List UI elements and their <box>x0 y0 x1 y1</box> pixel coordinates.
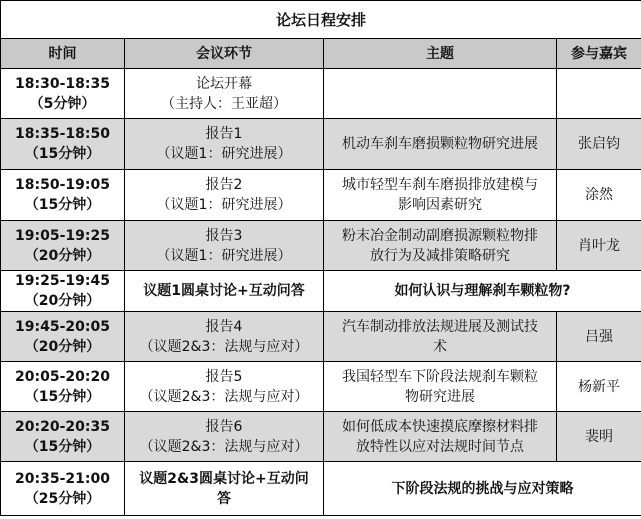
time-range: 18:50-19:05 <box>15 177 110 193</box>
session-cell <box>125 170 324 221</box>
time-range: 20:35-21:00 <box>15 470 110 487</box>
session-sub: （主持人：王亚超） <box>161 95 287 112</box>
table-row <box>1 271 641 312</box>
guest-cell: 涂然 <box>557 170 641 221</box>
duration: （15分钟） <box>24 438 101 455</box>
session-sub: （议题1：研究进展） <box>156 146 292 162</box>
table-row <box>1 362 641 412</box>
session-name: 报告6 <box>205 418 243 435</box>
time-range: 20:20-20:35 <box>15 418 110 435</box>
time-cell <box>1 170 125 221</box>
guest-cell: 裴明 <box>557 412 641 462</box>
time-cell <box>1 312 125 362</box>
header-topic: 主题 <box>324 39 557 69</box>
topic-cell: 如何认识与理解刹车颗粒物? <box>324 271 641 312</box>
session-sub: （议题1：研究进展） <box>156 247 292 264</box>
session-name: 报告2 <box>205 177 243 193</box>
duration: （20分钟） <box>24 338 101 355</box>
session-cell <box>125 69 324 119</box>
table-row <box>1 412 641 462</box>
session-cell <box>125 412 324 462</box>
title-row <box>1 1 641 39</box>
time-cell <box>1 412 125 462</box>
header-guest: 参与嘉宾 <box>557 39 641 69</box>
topic-cell <box>324 69 557 119</box>
guest-cell <box>557 69 641 119</box>
session-name: 报告1 <box>205 126 243 142</box>
guest-cell: 肖叶龙 <box>557 221 641 271</box>
topic-cell: 粉末冶金制动副磨损源颗粒物排放行为及减排策略研究 <box>324 221 557 271</box>
time-range: 19:45-20:05 <box>15 318 110 335</box>
session-cell <box>125 362 324 412</box>
session-sub: （议题2&3：法规与应对） <box>139 438 309 455</box>
header-session: 会议环节 <box>125 39 324 69</box>
session-cell <box>125 119 324 170</box>
session-name: 报告5 <box>205 368 243 385</box>
duration: （15分钟） <box>24 388 101 405</box>
topic-cell: 机动车刹车磨损颗粒物研究进展 <box>324 119 557 170</box>
session-name: 议题1圆桌讨论+互动问答 <box>143 283 305 299</box>
time-range: 20:05-20:20 <box>15 368 110 385</box>
duration: （15分钟） <box>24 197 101 213</box>
time-cell <box>1 362 125 412</box>
time-cell <box>1 271 125 312</box>
session-cell <box>125 312 324 362</box>
session-name: 论坛开幕 <box>196 75 252 92</box>
session-name: 报告4 <box>205 318 243 335</box>
table-row <box>1 312 641 362</box>
table-row <box>1 69 641 119</box>
time-range: 19:25-19:45 <box>15 273 110 289</box>
topic-cell: 如何低成本快速摸底摩擦材料排放特性以应对法规时间节点 <box>324 412 557 462</box>
time-cell <box>1 119 125 170</box>
duration: （20分钟） <box>24 293 101 309</box>
guest-cell: 吕强 <box>557 312 641 362</box>
session-sub: （议题2&3：法规与应对） <box>139 338 309 355</box>
table-row <box>1 170 641 221</box>
topic-cell: 下阶段法规的挑战与应对策略 <box>324 462 641 516</box>
time-range: 18:30-18:35 <box>15 75 110 92</box>
session-cell <box>125 221 324 271</box>
duration: （5分钟） <box>29 95 96 112</box>
session-cell <box>125 271 324 312</box>
session-name: 议题2&3圆桌讨论+互动问答 <box>139 470 309 507</box>
table-row <box>1 221 641 271</box>
topic-cell: 汽车制动排放法规进展及测试技术 <box>324 312 557 362</box>
session-sub: （议题1：研究进展） <box>156 197 292 213</box>
table-row <box>1 462 641 516</box>
time-cell <box>1 69 125 119</box>
time-range: 19:05-19:25 <box>15 227 110 244</box>
table-title: 论坛日程安排 <box>1 1 641 39</box>
guest-cell: 张启钧 <box>557 119 641 170</box>
time-cell <box>1 462 125 516</box>
guest-cell: 杨新平 <box>557 362 641 412</box>
header-time: 时间 <box>1 39 125 69</box>
duration: （20分钟） <box>24 247 101 264</box>
session-cell <box>125 462 324 516</box>
table-row <box>1 119 641 170</box>
session-name: 报告3 <box>205 227 243 244</box>
header-row <box>1 39 641 69</box>
time-range: 18:35-18:50 <box>15 126 110 142</box>
time-cell <box>1 221 125 271</box>
duration: （25分钟） <box>24 490 101 507</box>
topic-cell: 我国轻型车下阶段法规刹车颗粒物研究进展 <box>324 362 557 412</box>
duration: （15分钟） <box>24 146 101 162</box>
topic-cell: 城市轻型车刹车磨损排放建模与影响因素研究 <box>324 170 557 221</box>
session-sub: （议题2&3：法规与应对） <box>139 388 309 405</box>
